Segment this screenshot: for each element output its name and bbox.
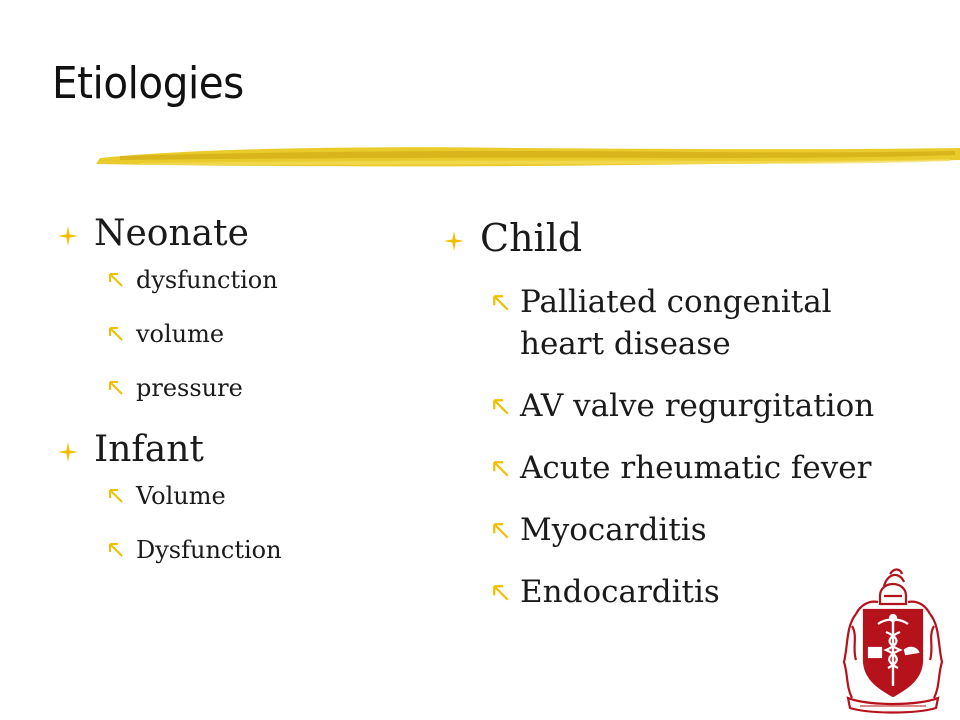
sub-item-av-valve xyxy=(492,385,914,427)
sub-item-label: Endocarditis xyxy=(520,574,720,610)
sub-item-palliated-chd xyxy=(492,281,914,365)
sub-item-label: Volume xyxy=(136,482,226,510)
sub-item-dysfunction xyxy=(108,264,282,296)
list-item-label: Infant xyxy=(94,429,204,470)
sub-item-volume xyxy=(108,318,282,350)
sub-item-label: Palliated congenital heart disease xyxy=(520,284,832,362)
left-column xyxy=(58,210,282,588)
sub-item-pressure xyxy=(108,372,282,404)
sub-item-myocarditis xyxy=(492,509,914,551)
list-item-child xyxy=(444,213,914,263)
sub-item-volume xyxy=(108,480,282,512)
list-item-label: Child xyxy=(480,216,583,260)
sub-item-label: dysfunction xyxy=(136,266,278,294)
medical-crest-logo-icon xyxy=(838,566,948,714)
sub-item-label: AV valve regurgitation xyxy=(520,388,875,424)
sub-item-label: volume xyxy=(136,320,225,348)
sub-item-rheumatic-fever xyxy=(492,447,914,489)
sub-item-dysfunction xyxy=(108,534,282,566)
sub-item-label: pressure xyxy=(136,374,243,402)
sub-item-label: Myocarditis xyxy=(520,512,707,548)
list-item-infant xyxy=(58,426,282,474)
slide-title: Etiologies xyxy=(52,58,244,109)
sub-item-label: Acute rheumatic fever xyxy=(520,450,872,486)
title-underline-brushstroke xyxy=(0,136,960,176)
list-item-neonate xyxy=(58,210,282,258)
sub-item-label: Dysfunction xyxy=(136,536,282,564)
list-item-label: Neonate xyxy=(94,213,249,254)
